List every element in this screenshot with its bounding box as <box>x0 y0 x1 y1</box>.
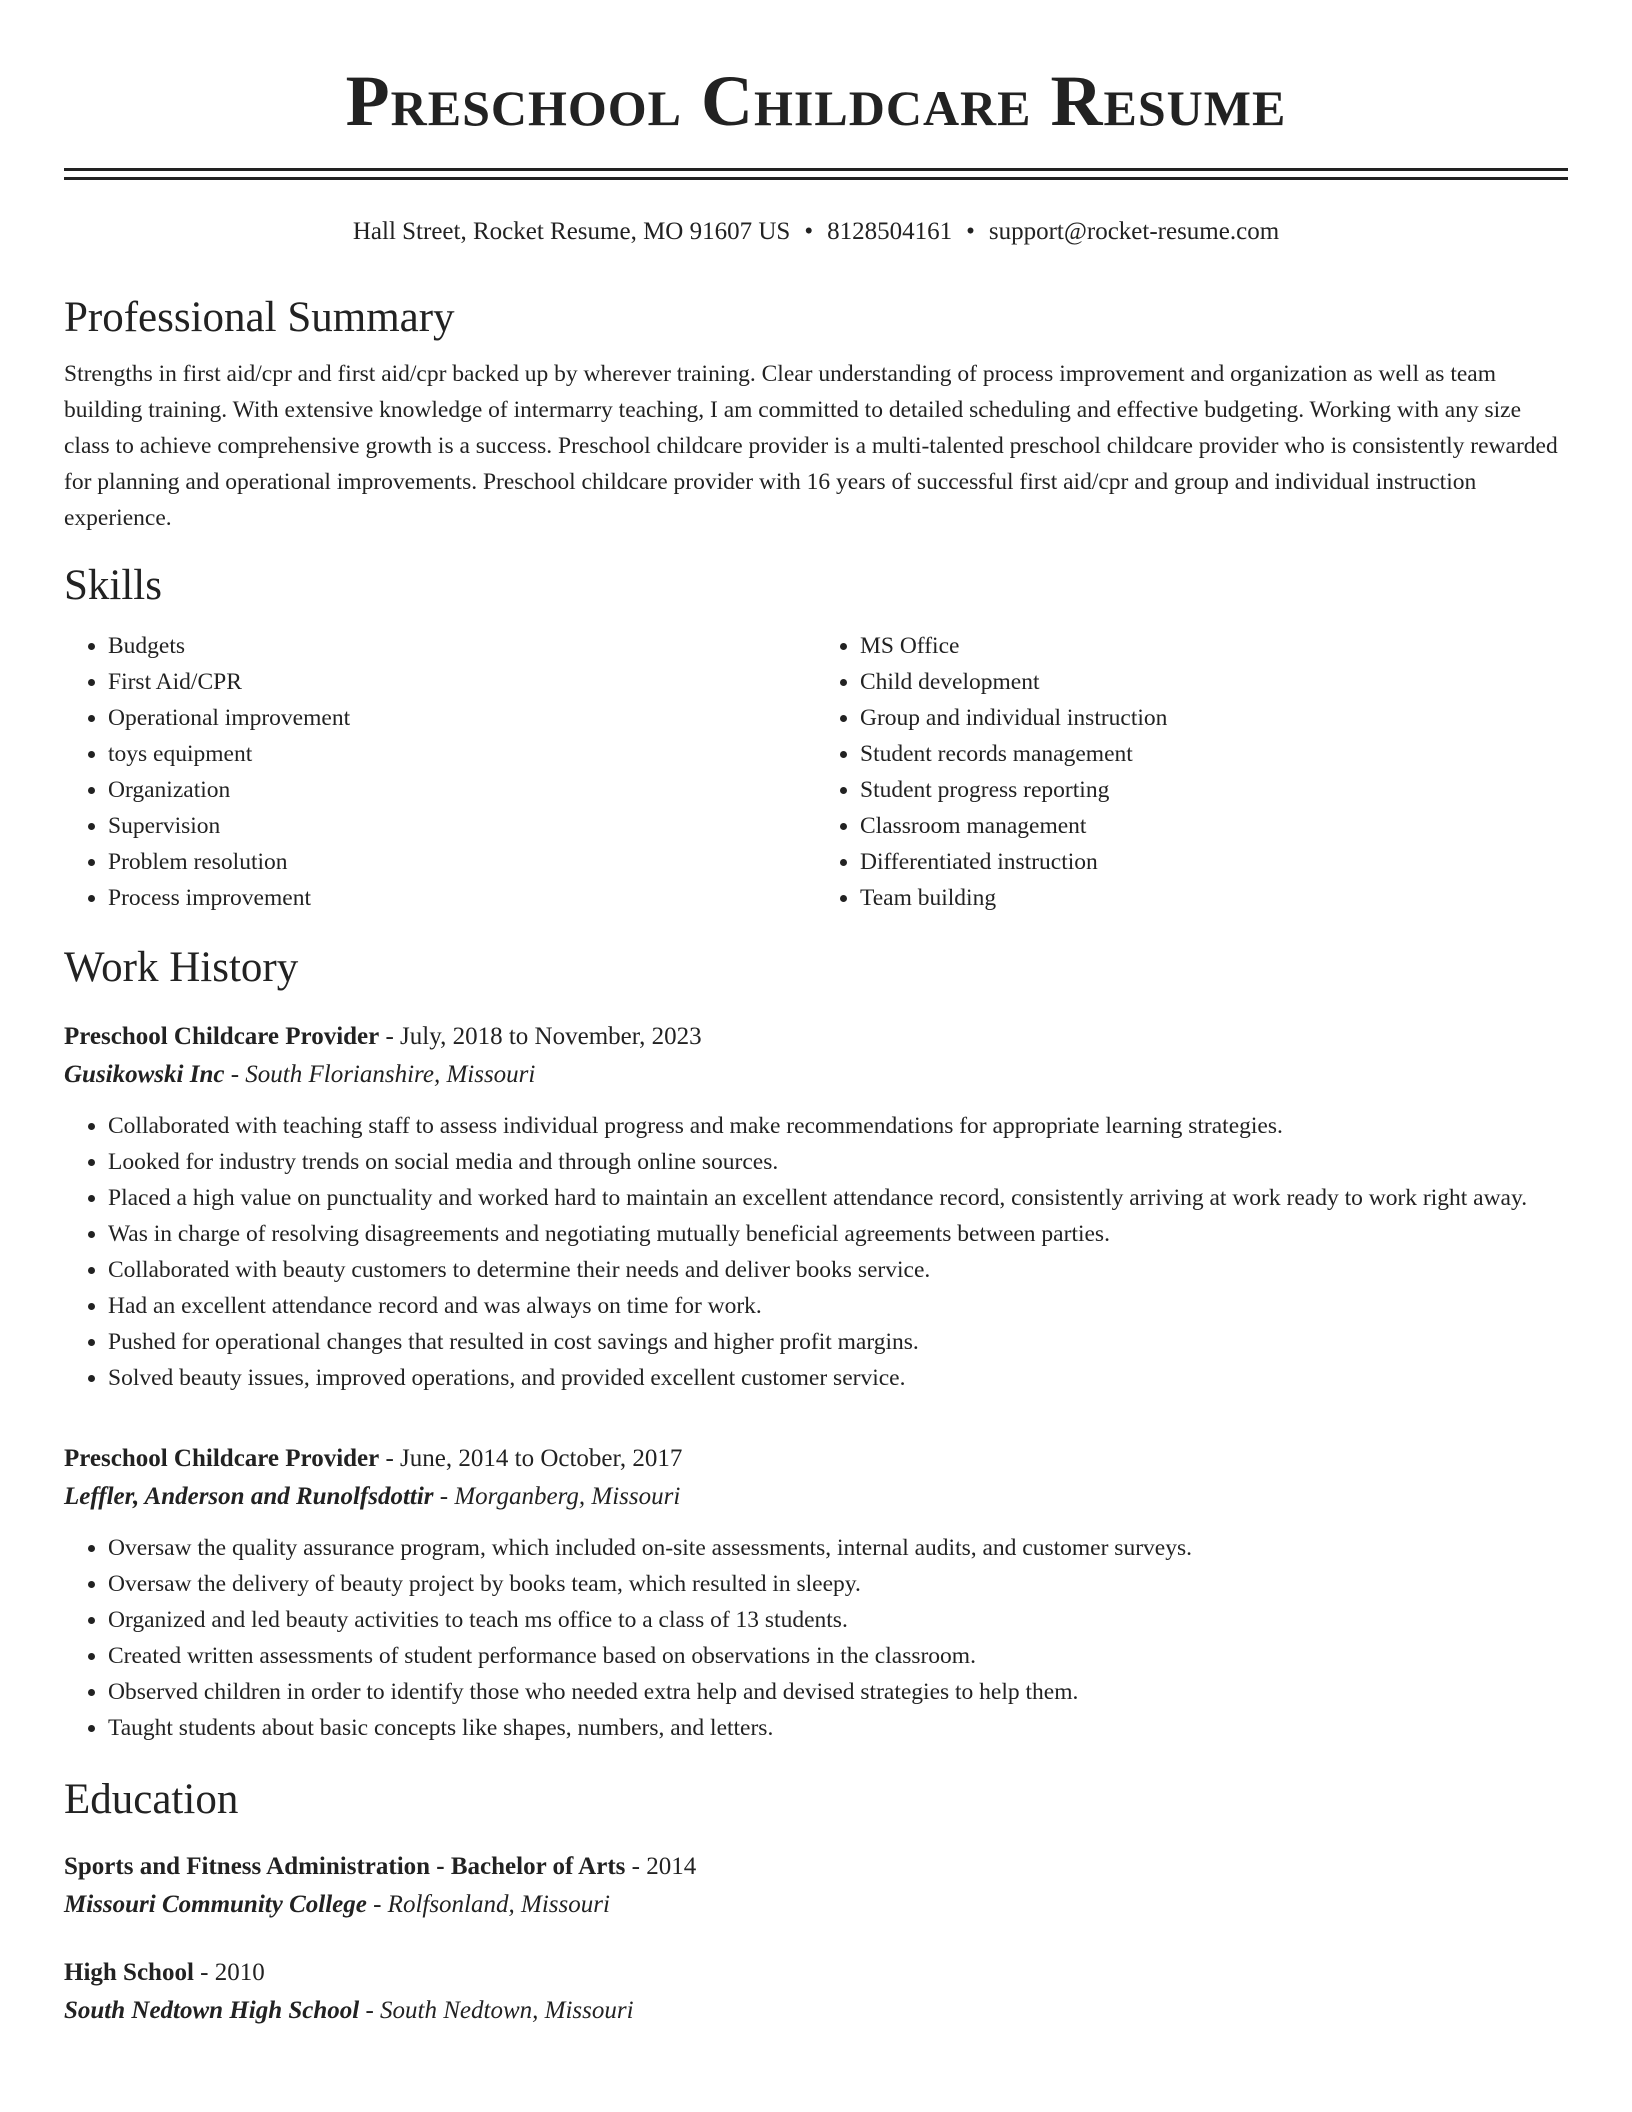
education-school-line <box>64 1992 1568 2030</box>
education-school: South Nedtown High School <box>64 1997 360 2024</box>
job-entry <box>64 1018 1568 1396</box>
education-school-line <box>64 1886 1568 1924</box>
skills-list <box>64 628 1568 916</box>
contact-email: support@rocket-resume.com <box>988 218 1280 245</box>
job-bullets <box>64 1108 1568 1396</box>
skill-item: • Process improvement <box>108 880 816 916</box>
contact-separator: • <box>966 218 975 245</box>
education-degree: Sports and Fitness Administration - Bachelor of Arts <box>64 1853 626 1880</box>
job-entry <box>64 1440 1568 1746</box>
skill-item: • Student records management <box>860 736 1568 772</box>
job-title-line <box>64 1440 1568 1478</box>
skill-item: • Child development <box>860 664 1568 700</box>
skill-item: • Differentiated instruction <box>860 844 1568 880</box>
skills-heading: Skills <box>64 562 162 609</box>
job-company: Gusikowski Inc <box>64 1061 225 1088</box>
education-heading: Education <box>64 1776 239 1823</box>
skill-item: • Supervision <box>108 808 816 844</box>
job-bullet: • Pushed for operational changes that resulted in cost savings and higher profit margins. <box>108 1324 1568 1360</box>
skills-column-left <box>64 628 816 916</box>
job-bullet: • Collaborated with beauty customers to determine their needs and deliver books service. <box>108 1252 1568 1288</box>
skill-item: • Organization <box>108 772 816 808</box>
summary-heading: Professional Summary <box>64 294 455 341</box>
title-divider-top <box>64 168 1568 171</box>
job-location: - South Florianshire, Missouri <box>224 1061 536 1088</box>
job-bullet: • Placed a high value on punctuality and worked hard to maintain an excellent attendance record, consistently arriving at work ready to work right away. <box>108 1180 1568 1216</box>
job-bullet: • Solved beauty issues, improved operations, and provided excellent customer service. <box>108 1360 1568 1396</box>
job-bullet: • Was in charge of resolving disagreements and negotiating mutually beneficial agreements between parties. <box>108 1216 1568 1252</box>
job-title-line <box>64 1018 1568 1056</box>
skill-item: • Problem resolution <box>108 844 816 880</box>
job-bullets <box>64 1530 1568 1746</box>
education-location: - Rolfsonland, Missouri <box>366 1891 610 1918</box>
contact-separator: • <box>804 218 814 245</box>
education-location: - South Nedtown, Missouri <box>359 1997 634 2024</box>
education-year: - 2010 <box>193 1959 265 1986</box>
job-bullet: • Taught students about basic concepts like shapes, numbers, and letters. <box>108 1710 1568 1746</box>
education-entry <box>64 1848 1568 1924</box>
job-company: Leffler, Anderson and Runolfsdottir <box>64 1483 434 1510</box>
skill-item: • Team building <box>860 880 1568 916</box>
skills-column-right <box>816 628 1568 916</box>
skill-item: • First Aid/CPR <box>108 664 816 700</box>
job-company-line <box>64 1478 1568 1516</box>
job-location: - Morganberg, Missouri <box>433 1483 681 1510</box>
education-entry <box>64 1954 1568 2030</box>
skill-item: • toys equipment <box>108 736 816 772</box>
title-divider-bottom <box>64 177 1568 180</box>
work-history-heading: Work History <box>64 944 299 991</box>
education-school: Missouri Community College <box>64 1891 367 1918</box>
resume-title: Preschool Childcare Resume <box>345 61 1287 141</box>
job-bullet: • Collaborated with teaching staff to assess individual progress and make recommendations for appropriate learning strategies. <box>108 1108 1568 1144</box>
contact-phone: 8128504161 <box>827 218 953 245</box>
job-title: Preschool Childcare Provider <box>64 1445 380 1472</box>
job-bullet: • Organized and led beauty activities to teach ms office to a class of 13 students. <box>108 1602 1568 1638</box>
job-bullet: • Oversaw the delivery of beauty project by books team, which resulted in sleepy. <box>108 1566 1568 1602</box>
job-dates: - July, 2018 to November, 2023 <box>379 1023 702 1050</box>
skill-item: • Student progress reporting <box>860 772 1568 808</box>
skill-item: • Classroom management <box>860 808 1568 844</box>
education-degree: High School <box>64 1959 194 1986</box>
job-dates: - June, 2014 to October, 2017 <box>379 1445 683 1472</box>
education-year: - 2014 <box>625 1853 697 1880</box>
job-bullet: • Had an excellent attendance record and was always on time for work. <box>108 1288 1568 1324</box>
job-title: Preschool Childcare Provider <box>64 1023 380 1050</box>
contact-line <box>64 216 1568 248</box>
summary-text: Strengths in first aid/cpr and first aid/cpr backed up by wherever training. Clear understanding of process improvement and organization as well as team building training. With extensive knowledge of intermarry teaching, I am committed to detailed scheduling and effective budgeting. Working with any size class to achieve comprehensive growth is a success. Preschool childcare provider is a multi-talented preschool childcare provider who is consistently rewarded for planning and operational improvements. Preschool childcare provider with 16 years of successful first aid/cpr and group and individual instruction experience. <box>64 361 1558 531</box>
education-degree-line <box>64 1848 1568 1886</box>
job-company-line <box>64 1056 1568 1094</box>
skill-item: • Operational improvement <box>108 700 816 736</box>
job-bullet: • Created written assessments of student performance based on observations in the classroom. <box>108 1638 1568 1674</box>
job-bullet: • Oversaw the quality assurance program, which included on-site assessments, internal audits, and customer surveys. <box>108 1530 1568 1566</box>
education-degree-line <box>64 1954 1568 1992</box>
job-bullet: • Observed children in order to identify those who needed extra help and devised strategies to help them. <box>108 1674 1568 1710</box>
job-bullet: • Looked for industry trends on social media and through online sources. <box>108 1144 1568 1180</box>
contact-address: Hall Street, Rocket Resume, MO 91607 US <box>352 218 791 245</box>
skill-item: • MS Office <box>860 628 1568 664</box>
skill-item: • Budgets <box>108 628 816 664</box>
skill-item: • Group and individual instruction <box>860 700 1568 736</box>
